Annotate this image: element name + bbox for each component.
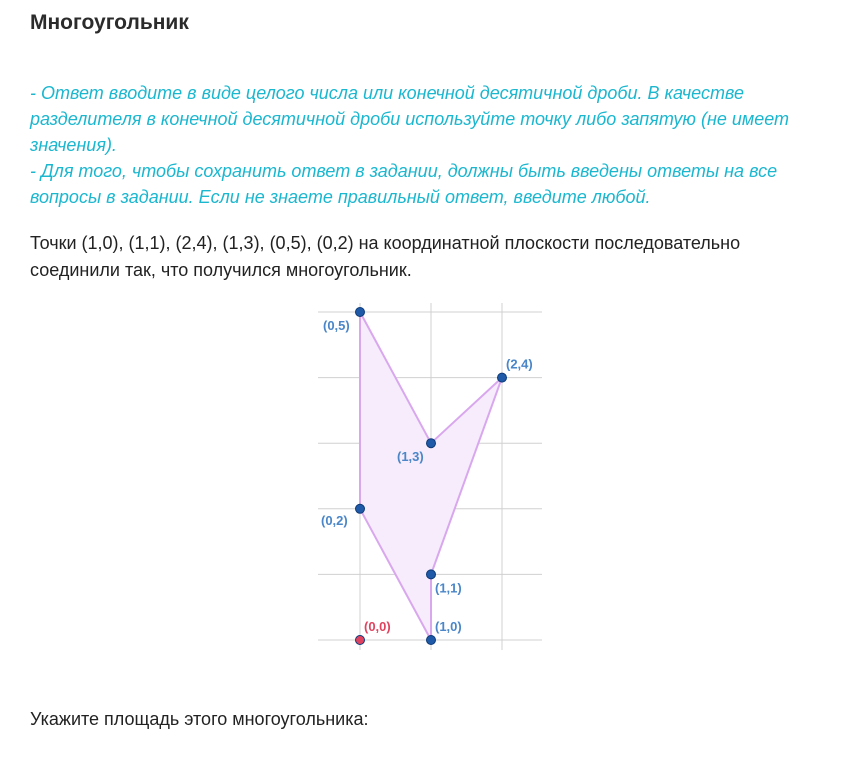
question-text: Укажите площадь этого многоугольника:	[30, 709, 369, 729]
point-label-13: (1,3)	[397, 449, 424, 465]
instruction-line-1: - Ответ вводите в виде целого числа или конечной десятичной дроби. В качестве разделителя в конечной десятичной дроби используйте точку либо запятую (не имеет значения).	[30, 83, 790, 155]
point-label-10: (1,0)	[435, 619, 462, 634]
point-00	[356, 636, 365, 645]
point-label-02: (0,2)	[321, 512, 348, 528]
point-label-24: (2,4)	[506, 356, 533, 372]
task-text: Точки (1,0), (1,1), (2,4), (1,3), (0,5), (0,2) на координатной плоскости последовательно соединили так, что получился многоугольник.	[30, 233, 741, 280]
point-02	[356, 504, 365, 513]
instruction-line-2: - Для того, чтобы сохранить ответ в задании, должны быть введены ответы на все вопросы в задании. Если не знаете правильный ответ, введите любой.	[30, 161, 778, 207]
point-11	[427, 570, 436, 579]
point-label-00: (0,0)	[364, 619, 391, 634]
instructions	[30, 80, 840, 210]
point-05	[356, 308, 365, 317]
page-title: Многоугольник	[30, 11, 189, 34]
point-24	[498, 373, 507, 382]
point-10	[427, 636, 436, 645]
point-13	[427, 439, 436, 448]
point-label-11: (1,1)	[435, 580, 462, 596]
coordinate-plot	[300, 295, 560, 655]
point-label-05: (0,5)	[323, 318, 350, 333]
